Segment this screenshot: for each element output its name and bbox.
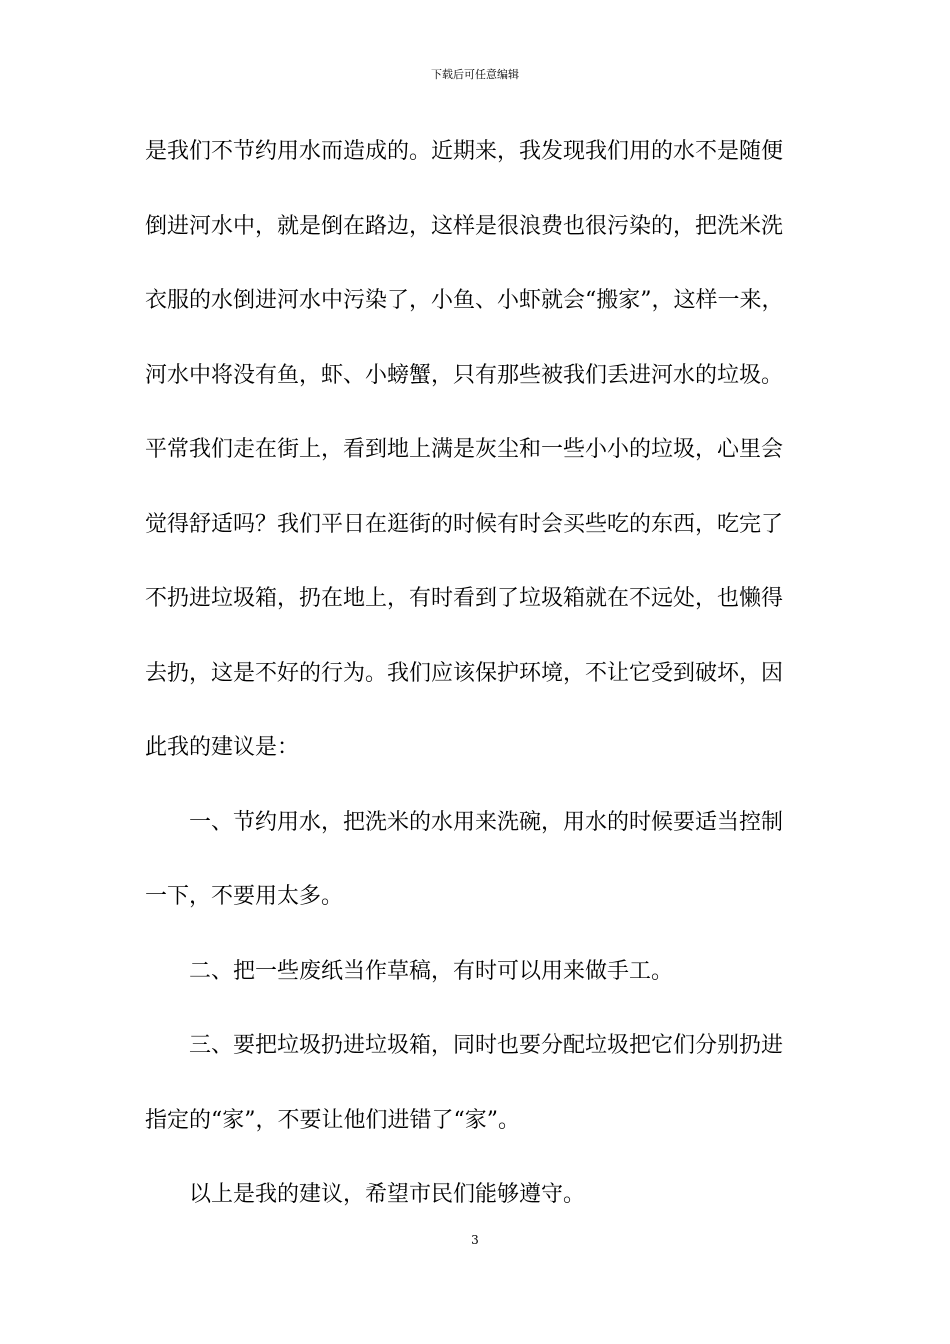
suggestion-two-line: 二、把一些废纸当作草稿，有时可以用来做手工。 <box>189 958 674 984</box>
paragraph-line: 衣服的水倒进河水中污染了，小鱼、小虾就会“搬家”，这样一来， <box>145 288 784 313</box>
document-body <box>145 130 835 1248</box>
page-number: 3 <box>471 1233 479 1247</box>
paragraph-line: 不扔进垃圾箱，扔在地上，有时看到了垃圾箱就在不远处，也懒得 <box>145 586 784 611</box>
paragraph-line: 平常我们走在街上，看到地上满是灰尘和一些小小的垃圾，心里会 <box>145 437 784 462</box>
paragraph-line: 倒进河水中，就是倒在路边，这样是很浪费也很污染的，把洗米洗 <box>145 213 784 239</box>
closing-line: 以上是我的建议，希望市民们能够遵守。 <box>189 1182 586 1207</box>
paragraph-line: 一下，不要用太多。 <box>145 884 344 909</box>
paragraph-line: 此我的建议是： <box>145 735 300 760</box>
suggestion-three-line: 三、要把垃圾扔进垃圾箱，同时也要分配垃圾把它们分别扔进 <box>189 1033 784 1058</box>
paragraph-line: 觉得舒适吗？我们平日在逛街的时候有时会买些吃的东西，吃完了 <box>145 511 784 537</box>
paragraph-line: 是我们不节约用水而造成的。近期来，我发现我们用的水不是随便 <box>145 139 784 164</box>
paragraph-line: 河水中将没有鱼，虾、小螃蟹，只有那些被我们丢进河水的垃圾。 <box>145 362 784 388</box>
page-header: 下载后可任意编辑 <box>431 68 519 81</box>
paragraph-line: 指定的“家”，不要让他们进错了“家”。 <box>145 1107 520 1133</box>
suggestion-one-line: 一、节约用水，把洗米的水用来洗碗，用水的时候要适当控制 <box>189 809 784 835</box>
paragraph-line: 去扔，这是不好的行为。我们应该保护环境，不让它受到破坏，因 <box>145 660 784 686</box>
